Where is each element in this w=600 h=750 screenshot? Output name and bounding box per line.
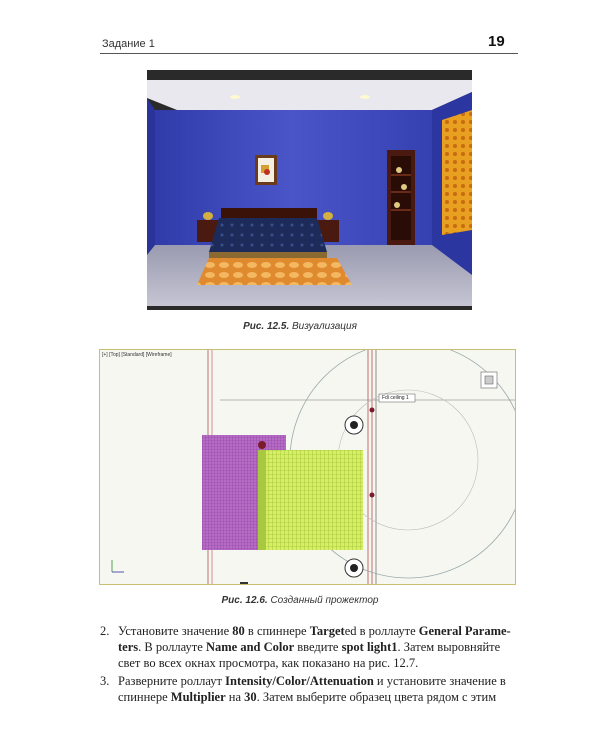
text-run: ed в роллауте <box>344 624 419 638</box>
text-run-bold: spot light1 <box>341 640 398 654</box>
text-run-bold: 30 <box>244 690 257 704</box>
text-run: Разверните роллаут <box>118 674 226 688</box>
figure-1-caption-text: Визуализация <box>292 321 357 332</box>
step-2-text <box>118 623 520 671</box>
figure-viewport-image <box>99 349 516 585</box>
step-3-number: 3. <box>100 674 110 688</box>
text-run-bold: 80 <box>232 624 245 638</box>
figure-2-caption-number: Рис. 12.6. <box>221 595 268 606</box>
figure-2-caption-text: Созданный прожектор <box>270 595 379 606</box>
text-run: . В роллауте <box>138 640 206 654</box>
figure-1-caption-number: Рис. 12.5. <box>243 321 290 332</box>
light-object-tag: Fdi ceiling 1 <box>382 395 409 401</box>
text-run-bold: Name and Color <box>205 640 295 654</box>
text-run-bold: Target <box>309 624 345 638</box>
viewport-label: [+] [Top] [Standard] [Wireframe] <box>102 352 172 358</box>
text-run: в спиннере <box>244 624 310 638</box>
page-number: 19 <box>488 33 505 50</box>
bedroom-render <box>147 70 472 310</box>
steps-list <box>100 623 520 705</box>
step-2-number: 2. <box>100 624 110 638</box>
text-run-bold: Intensity/Color/Attenuation <box>225 674 374 688</box>
step-3-text <box>118 673 520 705</box>
text-run-bold: Multiplier <box>170 690 226 704</box>
running-header-chapter: Задание 1 <box>102 38 155 50</box>
text-run-bold: General Parame-ters <box>118 624 511 654</box>
text-run: и установите значение в спиннере <box>118 674 506 704</box>
figure-1-caption <box>0 321 600 332</box>
text-run: . Затем выровняйте свет во всех окнах просмотра, как показано на рис. 12.7. <box>118 640 501 670</box>
text-run: Установите значение <box>118 624 233 638</box>
header-rule <box>100 53 518 54</box>
text-run: введите <box>294 640 342 654</box>
top-viewport-wireframe <box>100 350 516 585</box>
step-3 <box>100 673 520 705</box>
text-run: . Затем выберите образец цвета рядом с этим <box>256 690 497 704</box>
step-2 <box>100 623 520 671</box>
figure-render-image <box>147 70 472 310</box>
figure-2-caption <box>0 595 600 606</box>
text-run: на <box>225 690 245 704</box>
